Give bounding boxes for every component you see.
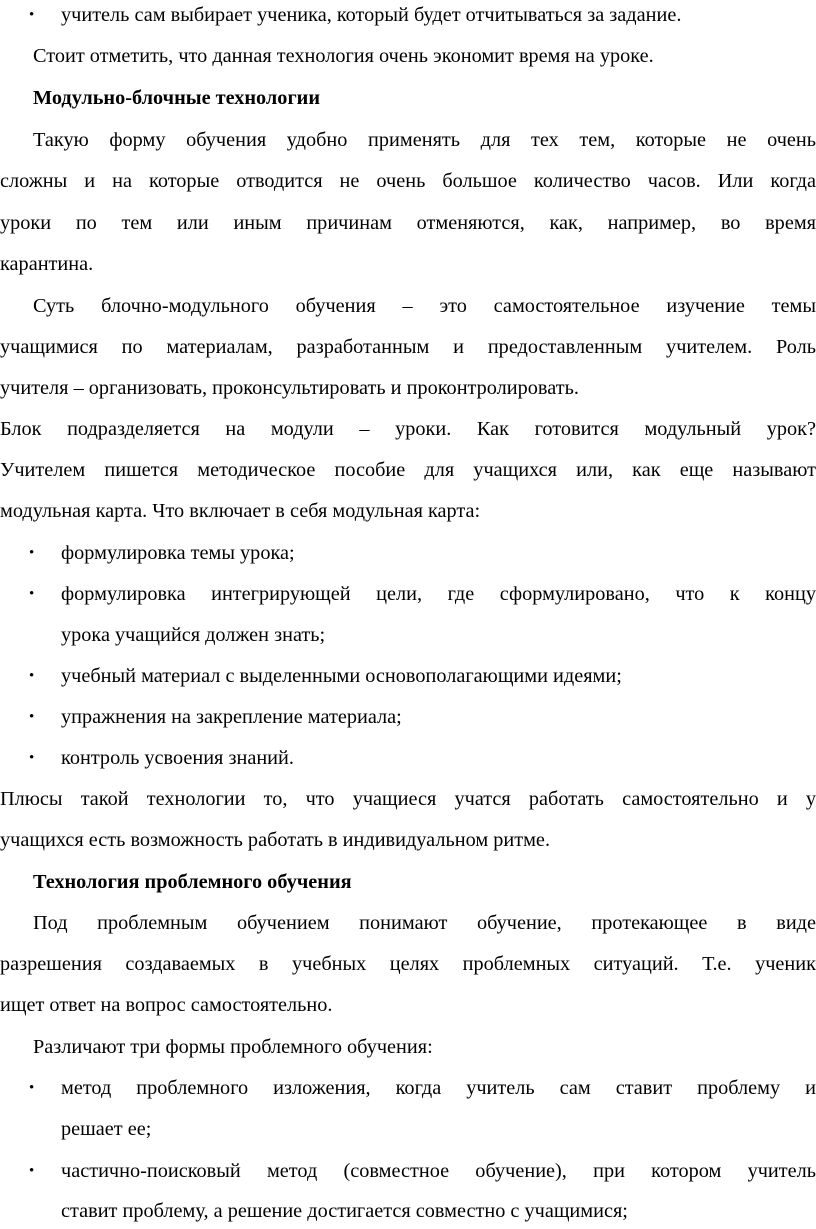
modular-p1-line-2: сложны и на которые отводится не очень большое количество часов. Или когда: [0, 170, 816, 192]
problem-p1-line-1: Под проблемным обучением понимают обучение, протекающее в виде: [33, 912, 816, 934]
modular-p3-line-3: модульная карта. Что включает в себя модульная карта:: [0, 500, 481, 522]
bullet-marker: •: [29, 1080, 35, 1096]
problem-list-item-1-line-2: решает ее;: [61, 1118, 152, 1140]
bullet-marker: •: [29, 750, 35, 766]
section-heading-modular: Модульно-блочные технологии: [33, 87, 321, 109]
modular-list-item-2-line-2: урока учащийся должен знать;: [61, 624, 326, 646]
modular-p1-line-3: уроки по тем или иным причинам отменяются, как, например, во время: [0, 212, 816, 234]
modular-p2-line-2: учащимися по материалам, разработанным и предоставленным учителем. Роль: [0, 336, 816, 358]
modular-list-item-3: учебный материал с выделенными основополагающими идеями;: [61, 665, 622, 687]
modular-p1-line-4: карантина.: [0, 253, 94, 275]
modular-p4-line-2: учащихся есть возможность работать в индивидуальном ритме.: [0, 829, 551, 851]
problem-p2: Различают три формы проблемного обучения:: [33, 1036, 433, 1058]
modular-list-item-4: упражнения на закрепление материала;: [61, 706, 402, 728]
bullet-marker: •: [29, 709, 35, 725]
modular-p3-line-1: Блок подразделяется на модули – уроки. Как готовится модульный урок?: [0, 418, 816, 440]
bullet-marker: •: [29, 586, 35, 602]
modular-p2-line-1: Суть блочно-модульного обучения – это самостоятельное изучение темы: [33, 295, 816, 317]
modular-p2-line-3: учителя – организовать, проконсультировать и проконтролировать.: [0, 377, 579, 399]
problem-p1-line-2: разрешения создаваемых в учебных целях проблемных ситуаций. Т.е. ученик: [0, 953, 816, 975]
modular-list-item-1: формулировка темы урока;: [61, 542, 295, 564]
modular-p4-line-1: Плюсы такой технологии то, что учащиеся учатся работать самостоятельно и у: [0, 788, 816, 810]
modular-list-item-2-line-1: формулировка интегрирующей цели, где сформулировано, что к концу: [61, 583, 816, 605]
problem-list-item-2-line-2: ставит проблему, а решение достигается совместно с учащимися;: [61, 1200, 628, 1222]
problem-list-item-1-line-1: метод проблемного изложения, когда учитель сам ставит проблему и: [61, 1077, 816, 1099]
bullet-marker: •: [29, 545, 35, 561]
bullet-marker: •: [29, 668, 35, 684]
modular-list-item-5: контроль усвоения знаний.: [61, 747, 294, 769]
bullet-marker: •: [29, 7, 35, 23]
bullet-marker: •: [29, 1163, 35, 1179]
section-heading-problem: Технология проблемного обучения: [33, 871, 352, 893]
problem-list-item-2-line-1: частично-поисковый метод (совместное обучение), при котором учитель: [61, 1160, 816, 1182]
intro-paragraph: Стоит отметить, что данная технология очень экономит время на уроке.: [33, 45, 654, 67]
problem-p1-line-3: ищет ответ на вопрос самостоятельно.: [0, 994, 333, 1016]
modular-p1-line-1: Такую форму обучения удобно применять для тех тем, которые не очень: [33, 129, 816, 151]
modular-p3-line-2: Учителем пишется методическое пособие для учащихся или, как еще называют: [0, 459, 816, 481]
intro-bullet-text: учитель сам выбирает ученика, который будет отчитываться за задание.: [61, 4, 682, 26]
